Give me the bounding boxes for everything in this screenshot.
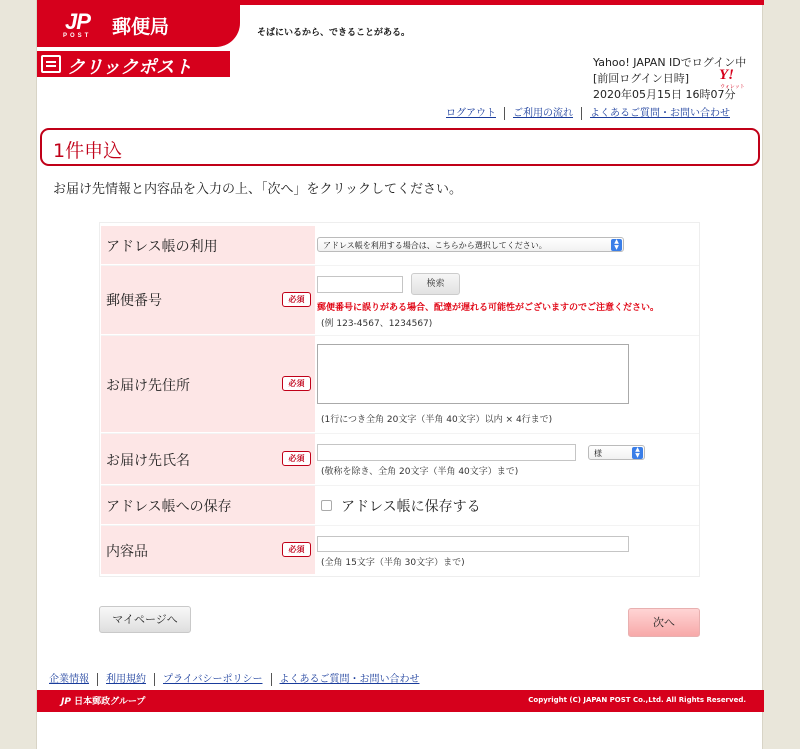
save-address-checkbox-label[interactable]: アドレス帳に保存する — [341, 499, 481, 515]
postal-code-warning: 郵便番号に誤りがある場合、配達が遅れる可能性がございますのでご注意ください。 — [317, 303, 660, 313]
japan-post-group-logo[interactable] — [61, 694, 145, 707]
honorific-select[interactable] — [588, 445, 645, 460]
top-links — [438, 107, 738, 120]
contents-row-label — [101, 526, 315, 574]
honorific-select-value: 様 — [594, 449, 602, 458]
contents-note: (全角 15文字（半角 30文字）まで) — [321, 558, 465, 568]
usage-flow-link[interactable]: ご利用の流れ — [504, 107, 581, 120]
address-book-select[interactable] — [317, 237, 624, 252]
address-book-label: アドレス帳の利用 — [106, 239, 218, 255]
faq-link[interactable]: よくあるご質問・お問い合わせ — [581, 107, 738, 120]
name-note: (敬称を除き、全角 20文字（半角 40文字）まで) — [321, 467, 519, 477]
name-row-label — [101, 434, 315, 484]
name-label: お届け先氏名 — [106, 453, 190, 469]
postal-code-row-label — [101, 266, 315, 334]
save-address-checkbox[interactable] — [321, 500, 332, 511]
footer-faq-link[interactable]: よくあるご質問・お問い合わせ — [271, 673, 428, 686]
logout-link[interactable]: ログアウト — [446, 108, 496, 119]
select-arrows-icon: ▲ ▼ — [632, 447, 643, 459]
lead-text: お届け先情報と内容品を入力の上、「次へ」をクリックしてください。 — [53, 182, 462, 197]
page — [36, 0, 763, 749]
address-book-row-label — [101, 226, 315, 264]
address-textarea[interactable] — [317, 344, 629, 404]
mail-icon — [41, 55, 61, 73]
required-badge: 必須 — [282, 376, 311, 391]
japan-post-group-name: 日本郵政グループ — [74, 697, 146, 707]
required-badge: 必須 — [282, 542, 311, 557]
address-book-select-value: アドレス帳を利用する場合は、こちらから選択してください。 — [323, 241, 547, 250]
address-row-label — [101, 336, 315, 432]
mypage-button[interactable]: マイページへ — [99, 606, 191, 633]
name-input[interactable] — [317, 444, 576, 461]
company-info-link[interactable]: 企業情報 — [49, 674, 89, 685]
next-button[interactable]: 次へ — [628, 608, 700, 637]
click-post-logo[interactable] — [37, 51, 230, 77]
contents-label: 内容品 — [106, 544, 148, 560]
service-name: クリックポスト — [67, 57, 193, 78]
required-badge: 必須 — [282, 292, 311, 307]
copyright: Copyright (C) JAPAN POST Co.,Ltd. All Rights Reserved. — [528, 696, 746, 704]
page-title-box — [40, 128, 760, 166]
postal-code-input[interactable] — [317, 276, 403, 293]
footer-links — [47, 673, 428, 686]
jp-footer-mark: JP — [61, 697, 71, 707]
tagline: そばにいるから、できることがある。 — [257, 28, 411, 38]
privacy-policy-link[interactable]: プライバシーポリシー — [154, 673, 271, 686]
address-note: (1行につき全角 20文字（半角 40文字）以内 × 4行まで) — [321, 415, 553, 425]
page-title: 1件申込 — [53, 140, 123, 162]
yahoo-wallet-sub: ウォレット — [720, 84, 745, 90]
select-arrows-icon: ▲ ▼ — [611, 239, 622, 251]
address-label: お届け先住所 — [106, 378, 190, 394]
yahoo-wallet-logo: Y! — [719, 67, 734, 83]
jp-logo-post: POST — [63, 33, 92, 39]
save-address-label: アドレス帳への保存 — [106, 499, 232, 515]
contents-input[interactable] — [317, 536, 629, 552]
save-address-row-label — [101, 486, 315, 524]
last-login-label: [前回ログイン日時] — [593, 72, 690, 85]
post-office-title: 郵便局 — [112, 16, 170, 38]
terms-link[interactable]: 利用規約 — [97, 673, 154, 686]
login-status: Yahoo! JAPAN IDでログイン中 — [593, 56, 747, 69]
postal-code-label: 郵便番号 — [106, 293, 162, 309]
postal-code-example: (例 123-4567、1234567) — [321, 319, 433, 329]
last-login-datetime: 2020年05月15日 16時07分 — [593, 88, 736, 101]
postal-search-button[interactable]: 検索 — [411, 273, 460, 295]
required-badge: 必須 — [282, 451, 311, 466]
jp-logo-mark: JP — [65, 9, 90, 34]
